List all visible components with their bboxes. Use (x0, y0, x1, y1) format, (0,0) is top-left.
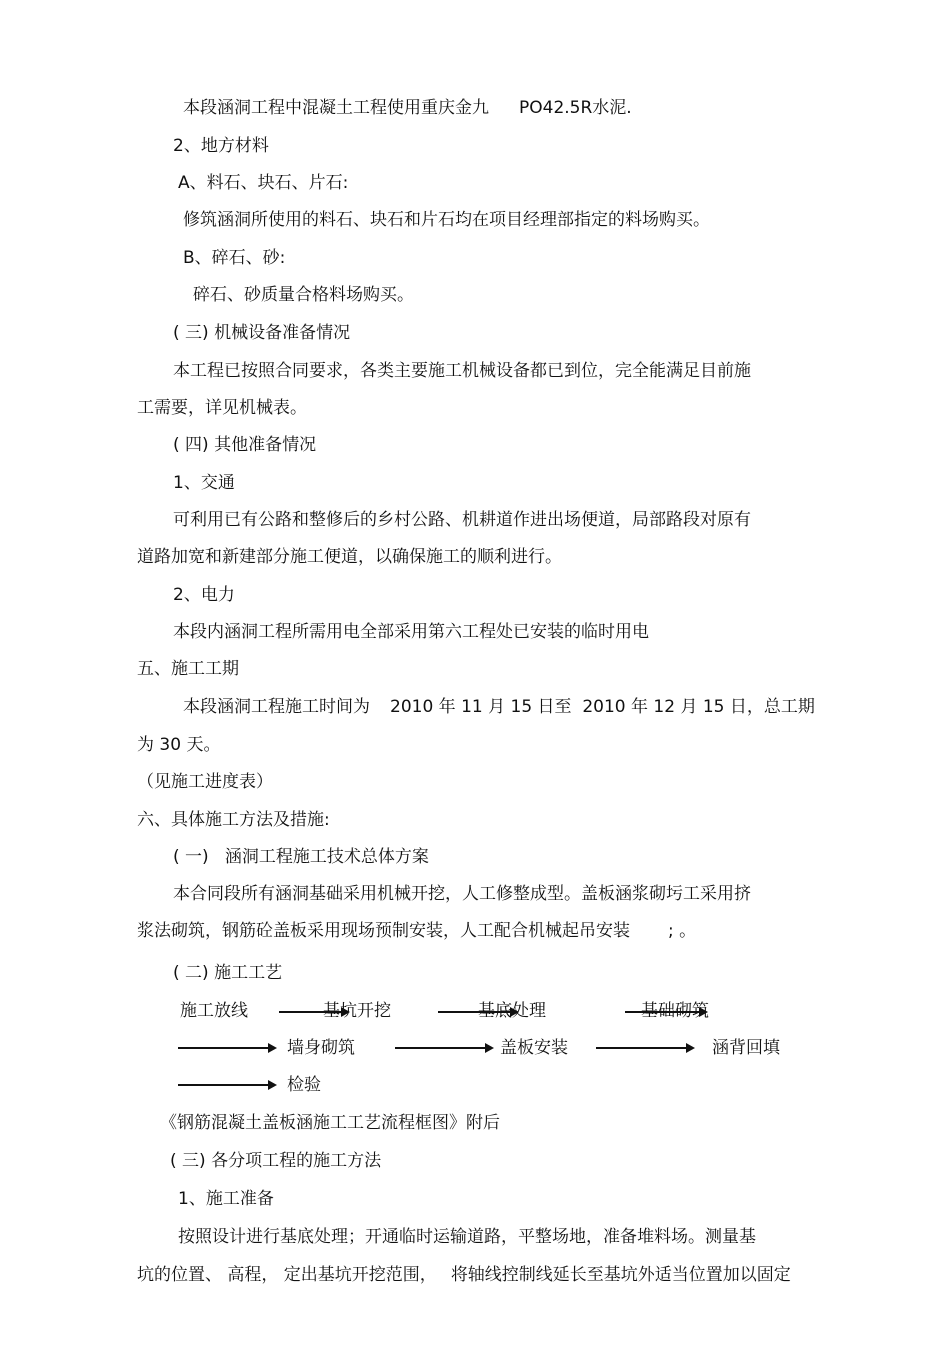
flow-step-backfill: 涵背回填 (712, 1038, 780, 1058)
period-text-b: 2010 年 11 月 15 日至 2010 年 12 月 15 日，总工期 (390, 697, 815, 717)
period-line-2: 为 30 天。 (137, 735, 221, 755)
flow-arrow-6 (596, 1047, 693, 1049)
plan-heading: ( 一) 涵洞工程施工技术总体方案 (173, 847, 429, 867)
period-note: （见施工进度表） (137, 772, 273, 792)
machinery-paragraph-line-2: 工需要，详见机械表。 (137, 398, 307, 418)
other-prep-heading: ( 四) 其他准备情况 (173, 435, 317, 455)
traffic-paragraph-line-1: 可利用已有公路和整修后的乡村公路、机耕道作进出场便道，局部路段对原有 (173, 510, 751, 530)
period-text-a: 本段涵洞工程施工时间为 (183, 697, 370, 717)
period-section-heading: 五、施工工期 (137, 659, 239, 679)
plan-paragraph-line-1: 本合同段所有涵洞基础采用机械开挖，人工修整成型。盖板涵浆砌圬工采用挤 (173, 884, 751, 904)
traffic-paragraph-line-2: 道路加宽和新建部分施工便道，以确保施工的顺利进行。 (137, 547, 562, 567)
local-materials-heading: 2、地方材料 (173, 136, 269, 156)
stone-paragraph: 修筑涵洞所使用的料石、块石和片石均在项目经理部指定的料场购买。 (183, 210, 710, 230)
prep-paragraph-line-2 (137, 1265, 791, 1285)
flow-step-foundation: 基础砌筑 (641, 1001, 709, 1021)
flow-step-cover-plate: 盖板安装 (500, 1038, 568, 1058)
period-line-1 (183, 697, 815, 717)
process-heading: ( 二) 施工工艺 (173, 963, 283, 983)
flow-step-wall: 墙身砌筑 (287, 1038, 355, 1058)
traffic-heading: 1、交通 (173, 473, 235, 493)
prep-heading: 1、施工准备 (178, 1189, 274, 1209)
flow-step-setout: 施工放线 (180, 1001, 248, 1021)
flow-arrow-5 (395, 1047, 492, 1049)
plan-paragraph-line-2 (137, 921, 696, 941)
prep-text-2a: 坑的位置、 高程， 定出基坑开挖范围， (137, 1265, 437, 1285)
sub-methods-heading: ( 三) 各分项工程的施工方法 (170, 1151, 382, 1171)
flow-arrow-7 (178, 1084, 275, 1086)
plan-text-2a: 浆法砌筑，钢筋砼盖板采用现场预制安装，人工配合机械起吊安装 (137, 921, 630, 941)
gravel-paragraph: 碎石、砂质量合格料场购买。 (193, 285, 414, 305)
gravel-heading: B、碎石、砂: (183, 248, 286, 268)
stone-heading: A、料石、块石、片石: (178, 173, 349, 193)
cement-text-a: 本段涵洞工程中混凝土工程使用重庆金九 (183, 98, 489, 118)
plan-text-2b: ; 。 (668, 921, 697, 941)
prep-text-2b: 将轴线控制线延长至基坑外适当位置加以固定 (450, 1265, 791, 1285)
machinery-paragraph-line-1: 本工程已按照合同要求，各类主要施工机械设备都已到位，完全能满足目前施 (173, 361, 751, 381)
prep-paragraph-line-1: 按照设计进行基底处理；开通临时运输道路，平整场地，准备堆料场。测量基 (178, 1227, 756, 1247)
cement-text-b: PO42.5R水泥. (519, 98, 632, 118)
power-heading: 2、电力 (173, 585, 235, 605)
flow-arrow-4 (178, 1047, 275, 1049)
method-section-heading: 六、具体施工方法及措施: (137, 810, 330, 830)
cement-line (183, 98, 632, 118)
flow-chart-note: 《钢筋混凝土盖板涵施工工艺流程框图》附后 (160, 1113, 500, 1133)
flow-step-excavation: 基坑开挖 (323, 1001, 391, 1021)
flow-step-base-treatment: 基底处理 (478, 1001, 546, 1021)
machinery-heading: ( 三) 机械设备准备情况 (173, 323, 351, 343)
power-paragraph: 本段内涵洞工程所需用电全部采用第六工程处已安装的临时用电 (173, 622, 649, 642)
flow-step-inspection: 检验 (287, 1075, 321, 1095)
